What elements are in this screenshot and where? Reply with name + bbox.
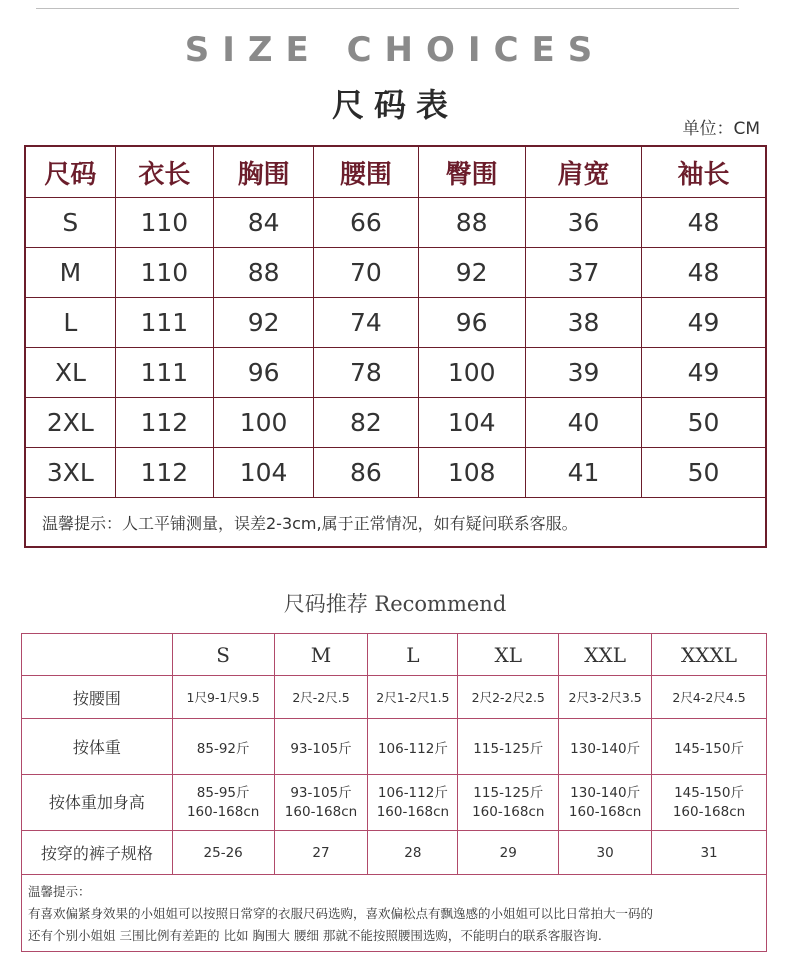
table-cell: 88	[418, 198, 525, 248]
measurement-note: 温馨提示：人工平铺测量，误差2-3cm,属于正常情况，如有疑问联系客服。	[25, 498, 766, 548]
weight-value: 115-125斤	[473, 784, 544, 801]
size-table-header	[25, 146, 766, 198]
weight-value: 130-140斤	[570, 784, 641, 801]
weight-value: 106-112斤	[377, 784, 448, 801]
table-cell: 86	[314, 448, 418, 498]
table-cell	[172, 775, 274, 831]
weight-value: 85-95斤	[196, 784, 250, 801]
table-cell: 108	[418, 448, 525, 498]
table-cell: XL	[25, 348, 115, 398]
tip-text: 还有个别小姐姐 三围比例有差距的 比如 胸围大 腰细 那就不能按照腰围选购，不能明白的联系客服咨询.	[28, 928, 602, 943]
table-cell: 28	[368, 831, 458, 875]
page-title-cn: 尺码表	[331, 86, 458, 124]
top-divider	[36, 8, 739, 9]
tip-heading: 温馨提示：	[28, 884, 91, 899]
page-title-en: SIZE CHOICES	[184, 30, 606, 70]
table-cell: 2尺4-2尺4.5	[652, 676, 767, 719]
waist-row	[22, 676, 767, 719]
table-cell: 112	[115, 398, 213, 448]
table-cell: 92	[418, 248, 525, 298]
table-cell: 111	[115, 298, 213, 348]
table-cell: 115-125斤	[458, 719, 559, 775]
column-header: 肩宽	[525, 146, 641, 198]
table-cell: 2尺-2尺.5	[274, 676, 368, 719]
table-cell: 30	[559, 831, 652, 875]
table-cell: 48	[642, 248, 766, 298]
weight-value: 93-105斤	[290, 784, 352, 801]
recommend-header-row	[22, 634, 767, 676]
table-cell: 27	[274, 831, 368, 875]
table-cell: 88	[213, 248, 313, 298]
table-cell: 112	[115, 448, 213, 498]
recommend-title: 尺码推荐 Recommend	[283, 592, 507, 616]
table-cell: 25-26	[172, 831, 274, 875]
table-cell: 40	[525, 398, 641, 448]
column-header: 胸围	[213, 146, 313, 198]
table-cell: 145-150斤	[652, 719, 767, 775]
size-header: S	[172, 634, 274, 676]
table-cell: 74	[314, 298, 418, 348]
table-cell: 49	[642, 298, 766, 348]
table-cell: L	[25, 298, 115, 348]
height-value: 160-168cn	[284, 803, 358, 820]
table-cell	[458, 775, 559, 831]
table-cell: 38	[525, 298, 641, 348]
table-cell	[368, 775, 458, 831]
table-cell: 96	[213, 348, 313, 398]
table-cell: 70	[314, 248, 418, 298]
table-cell: 92	[213, 298, 313, 348]
table-cell: 1尺9-1尺9.5	[172, 676, 274, 719]
height-value: 160-168cn	[472, 803, 545, 820]
table-cell: 48	[642, 198, 766, 248]
recommend-table	[21, 633, 767, 952]
table-cell: 93-105斤	[274, 719, 368, 775]
weight-value: 145-150斤	[674, 784, 744, 801]
size-header: XXL	[559, 634, 652, 676]
table-cell: 130-140斤	[559, 719, 652, 775]
table-cell: 41	[525, 448, 641, 498]
size-header: M	[274, 634, 368, 676]
table-cell: 37	[525, 248, 641, 298]
table-cell: 2尺3-2尺3.5	[559, 676, 652, 719]
table-cell: 29	[458, 831, 559, 875]
table-row	[25, 348, 766, 398]
table-cell: 100	[213, 398, 313, 448]
table-cell	[559, 775, 652, 831]
column-header: 尺码	[25, 146, 115, 198]
row-label: 按体重加身高	[22, 775, 173, 831]
size-header: L	[368, 634, 458, 676]
table-cell: 85-92斤	[172, 719, 274, 775]
table-cell: 96	[418, 298, 525, 348]
height-value: 160-168cn	[186, 803, 260, 820]
height-value: 160-168cn	[568, 803, 642, 820]
table-cell: 84	[213, 198, 313, 248]
table-cell: 78	[314, 348, 418, 398]
table-cell: 2尺1-2尺1.5	[368, 676, 458, 719]
table-row	[25, 198, 766, 248]
size-header: XL	[458, 634, 559, 676]
table-cell: 49	[642, 348, 766, 398]
note-row	[25, 498, 766, 548]
table-row	[25, 298, 766, 348]
table-cell: 66	[314, 198, 418, 248]
table-cell: S	[25, 198, 115, 248]
size-header: XXXL	[652, 634, 767, 676]
table-cell: 2XL	[25, 398, 115, 448]
table-cell: 111	[115, 348, 213, 398]
table-cell: 110	[115, 248, 213, 298]
column-header: 腰围	[314, 146, 418, 198]
column-header: 衣长	[115, 146, 213, 198]
table-cell: 110	[115, 198, 213, 248]
table-cell: 31	[652, 831, 767, 875]
weight-height-row	[22, 775, 767, 831]
table-row	[25, 248, 766, 298]
pants-row	[22, 831, 767, 875]
weight-row	[22, 719, 767, 775]
column-header: 臀围	[418, 146, 525, 198]
height-value: 160-168cn	[376, 803, 450, 820]
height-value: 160-168cn	[672, 803, 746, 820]
row-label: 按穿的裤子规格	[22, 831, 173, 875]
table-cell: 39	[525, 348, 641, 398]
size-table	[24, 145, 767, 548]
table-cell: 106-112斤	[368, 719, 458, 775]
table-cell: 104	[418, 398, 525, 448]
table-cell	[652, 775, 767, 831]
unit-label: 单位：CM	[682, 119, 760, 139]
table-cell: 36	[525, 198, 641, 248]
row-label: 按体重	[22, 719, 173, 775]
column-header: 袖长	[642, 146, 766, 198]
table-row	[25, 448, 766, 498]
table-cell: 50	[642, 448, 766, 498]
table-cell: 104	[213, 448, 313, 498]
table-cell: 3XL	[25, 448, 115, 498]
table-cell: 50	[642, 398, 766, 448]
row-label: 按腰围	[22, 676, 173, 719]
tip-row	[22, 875, 767, 952]
table-cell: M	[25, 248, 115, 298]
empty-corner-cell	[22, 634, 173, 676]
table-cell: 100	[418, 348, 525, 398]
table-cell: 82	[314, 398, 418, 448]
tip-text: 有喜欢偏紧身效果的小姐姐可以按照日常穿的衣服尺码选购，喜欢偏松点有飘逸感的小姐姐可以比日常拍大一码的	[28, 906, 654, 921]
table-cell	[274, 775, 368, 831]
table-row	[25, 398, 766, 448]
table-cell: 2尺2-2尺2.5	[458, 676, 559, 719]
tip-cell	[22, 875, 767, 952]
